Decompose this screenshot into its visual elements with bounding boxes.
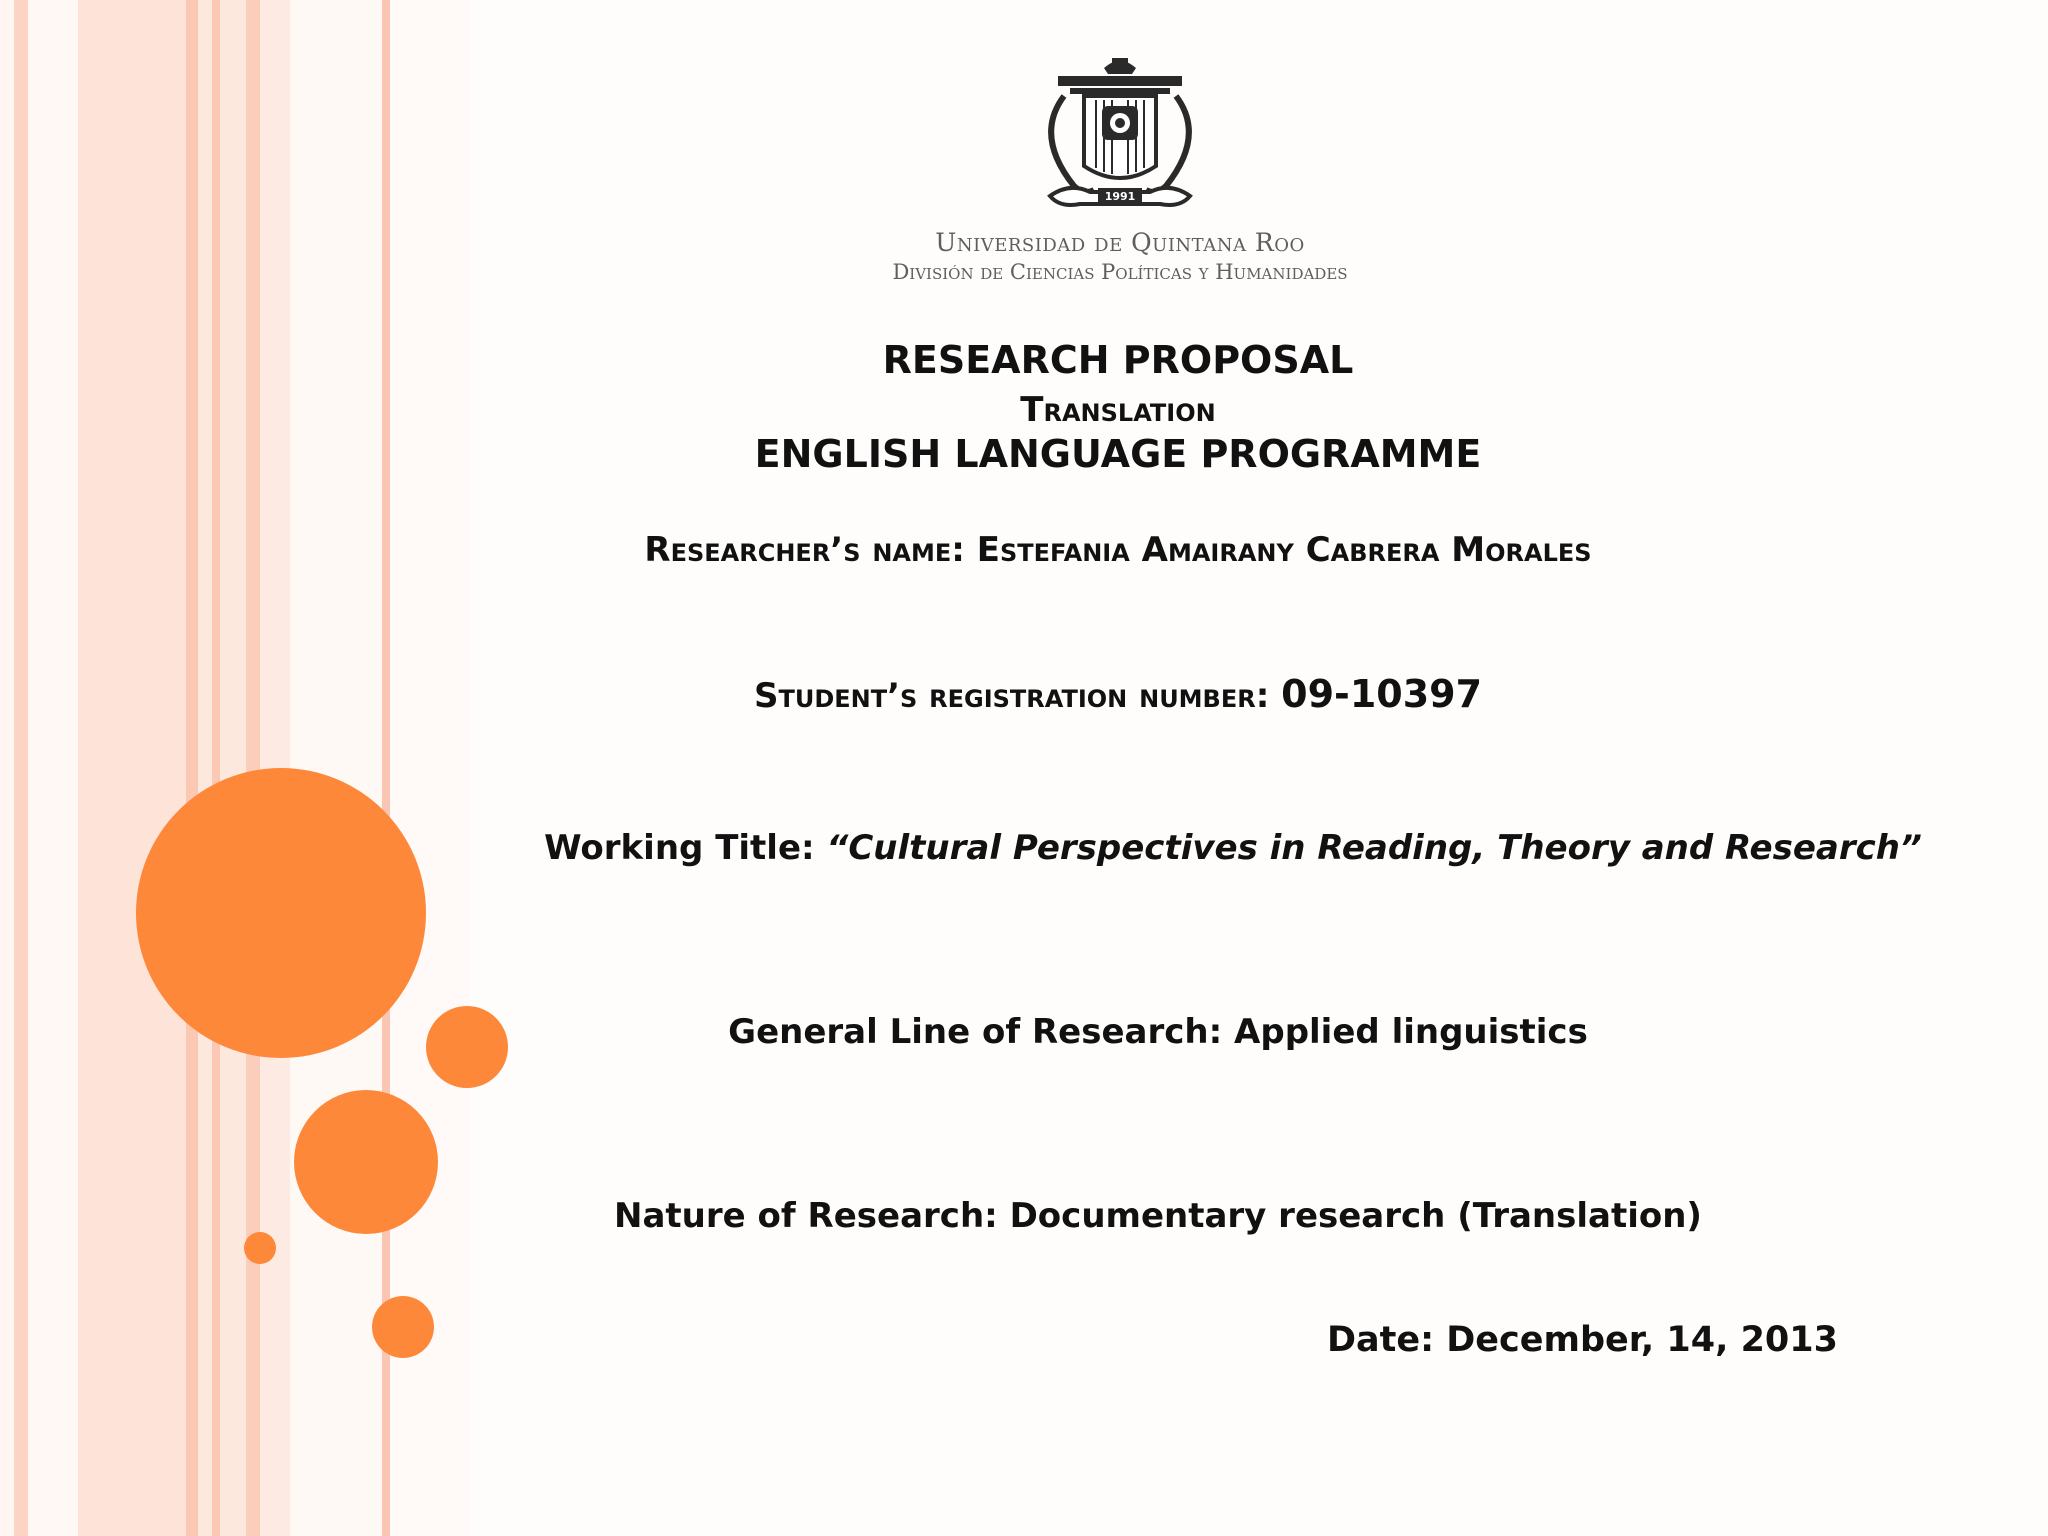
proposal-subtitle: Translation (1020, 390, 1216, 430)
large-circle (136, 768, 426, 1058)
researcher-name: Estefania Amairany Cabrera Morales (976, 530, 1592, 570)
working-title-label: Working Title: (544, 828, 827, 868)
programme-name: ENGLISH LANGUAGE PROGRAMME (754, 432, 1482, 476)
researcher-label: Researcher’s name: (644, 530, 965, 570)
title-block (390, 0, 1922, 1536)
registration-number: 09-10397 (1281, 672, 1483, 716)
working-title-value: “Cultural Perspectives in Reading, Theory and Research” (826, 828, 1922, 868)
registration-line (390, 672, 1846, 716)
university-name: Universidad de Quintana Roo (935, 228, 1305, 257)
researcher-line (390, 530, 1846, 570)
registration-label: Student’s registration number: (753, 676, 1270, 716)
working-title-line (540, 828, 1926, 868)
university-division: División de Ciencias Políticas y Humanidades (892, 260, 1348, 284)
tiny-circle (244, 1232, 276, 1264)
seal-year: 1991 (1104, 190, 1136, 203)
proposal-title: RESEARCH PROPOSAL (882, 338, 1354, 382)
line-of-research: General Line of Research: Applied linguistics (728, 1012, 1588, 1052)
proposal-date: Date: December, 14, 2013 (1326, 1320, 1838, 1360)
nature-of-research: Nature of Research: Documentary research (Translation) (614, 1196, 1702, 1236)
